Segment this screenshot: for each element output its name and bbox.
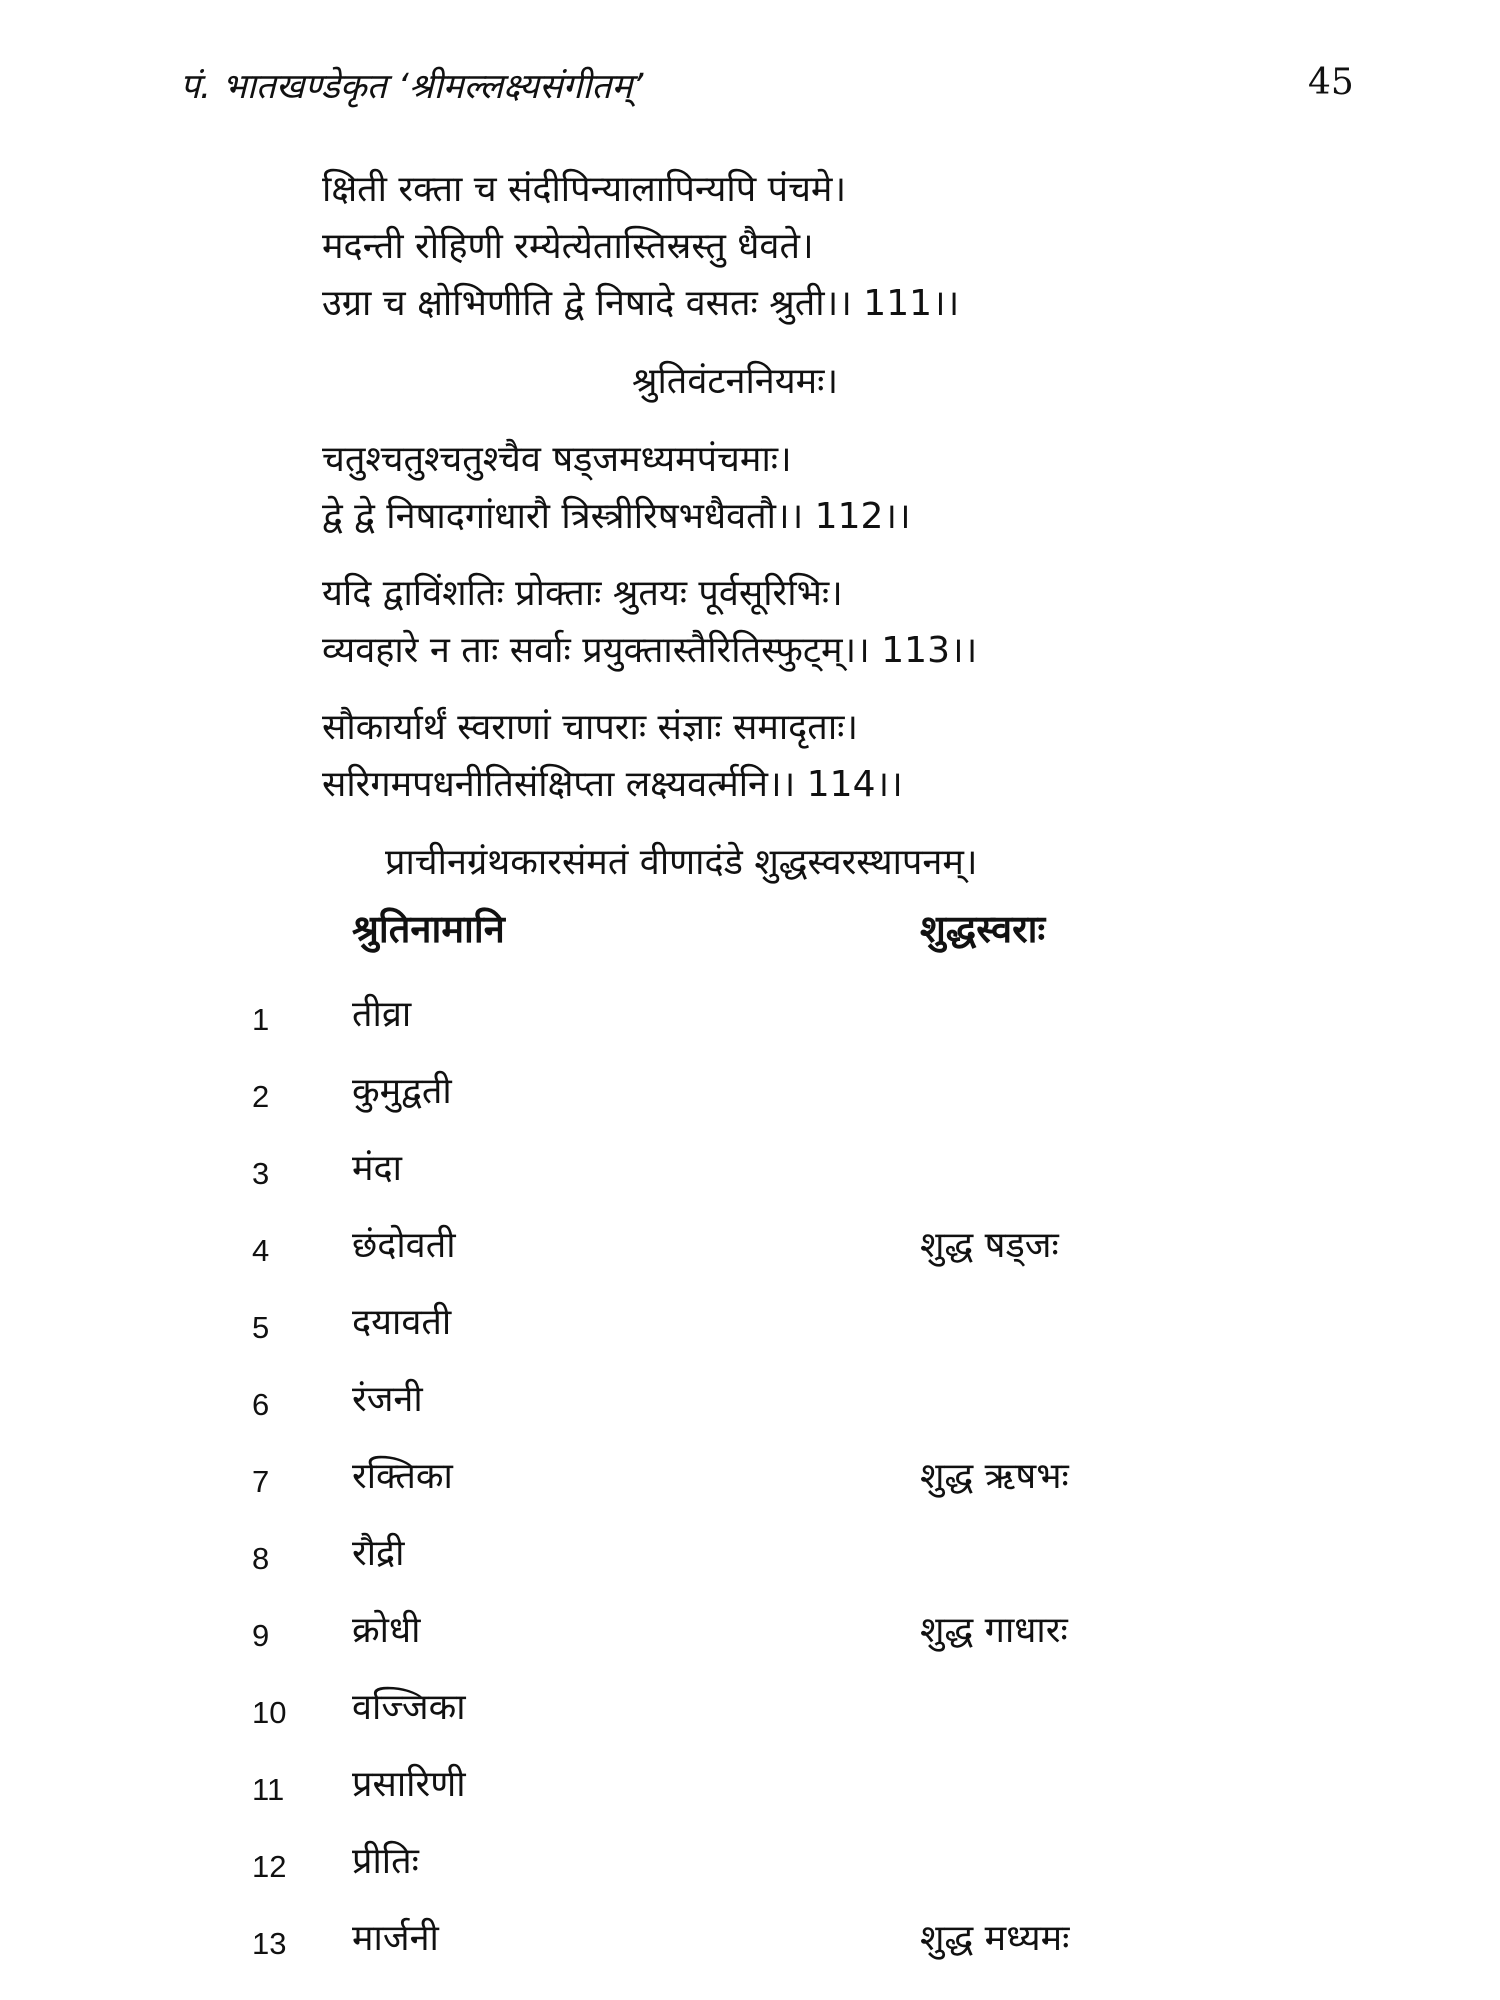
verse-line: सरिगमपधनीतिसंक्षिप्ता लक्ष्यवर्त्मनि।। 114।। (322, 764, 903, 805)
shruti-name: रंजनी (352, 1379, 423, 1420)
section-heading-shruti-rule: श्रुतिवंटननियमः। (632, 361, 839, 402)
shuddha-swara: शुद्ध मध्यमः (920, 1918, 1070, 1959)
row-number: 2 (252, 1079, 270, 1114)
verse-line: द्वे द्वे निषादगांधारौ त्रिस्त्रीरिषभधैवतौ।। 112।। (322, 496, 911, 537)
header-title: पं. भातखण्डेकृत ‘श्रीमल्लक्ष्यसंगीतम्’ (180, 67, 644, 107)
table-row (0, 1835, 1500, 1895)
table-row (0, 1219, 1500, 1279)
shruti-name: प्रसारिणी (352, 1764, 466, 1805)
table-row (0, 1912, 1500, 1972)
row-number: 8 (252, 1541, 270, 1576)
row-number: 6 (252, 1387, 270, 1422)
shuddha-swara: शुद्ध गाधारः (920, 1610, 1068, 1651)
row-number: 9 (252, 1618, 270, 1653)
row-number: 10 (252, 1695, 287, 1730)
shuddha-swara: शुद्ध षड्जः (920, 1225, 1059, 1266)
shruti-name: कुमुद्वती (352, 1071, 452, 1112)
shruti-name: प्रीतिः (352, 1841, 419, 1882)
shruti-name: दयावती (352, 1302, 452, 1343)
verse-line: चतुश्चतुश्चतुश्चैव षड्जमध्यमपंचमाः। (322, 439, 792, 480)
shruti-name: छंदोवती (352, 1225, 456, 1266)
column-header-shuddha-swaras: शुद्धस्वराः (920, 907, 1046, 951)
row-number: 1 (252, 1002, 270, 1037)
shruti-name: वज्जिका (352, 1687, 466, 1728)
table-row (0, 1373, 1500, 1433)
row-number: 7 (252, 1464, 270, 1499)
row-number: 4 (252, 1233, 270, 1268)
section-heading-swara-placement: प्राचीनग्रंथकारसंमतं वीणादंडे शुद्धस्वरस्थापनम्। (385, 842, 978, 883)
shruti-name: मार्जनी (352, 1918, 439, 1959)
table-row (0, 1142, 1500, 1202)
table-row (0, 1681, 1500, 1741)
shruti-name: रौद्री (352, 1533, 405, 1574)
shruti-name: मंदा (352, 1148, 402, 1189)
table-row (0, 1296, 1500, 1356)
verse-line: उग्रा च क्षोभिणीति द्वे निषादे वसतः श्रुती।। 111।। (322, 283, 960, 324)
shruti-name: तीव्रा (352, 994, 412, 1035)
page-number: 45 (1308, 62, 1354, 103)
row-number: 12 (252, 1849, 287, 1884)
table-row (0, 988, 1500, 1048)
verse-line: व्यवहारे न ताः सर्वाः प्रयुक्तास्तैरितिस्फुट्म्।। 113।। (322, 630, 978, 671)
shuddha-swara: शुद्ध ऋषभः (920, 1456, 1069, 1497)
row-number: 11 (252, 1772, 285, 1807)
table-row (0, 1527, 1500, 1587)
table-row (0, 1758, 1500, 1818)
row-number: 5 (252, 1310, 270, 1345)
verse-line: मदन्ती रोहिणी रम्येत्येतास्तिस्रस्तु धैवते। (322, 226, 814, 267)
row-number: 13 (252, 1926, 287, 1961)
verse-line: सौकार्यार्थं स्वराणां चापराः संज्ञाः समादृताः। (322, 707, 859, 748)
shruti-name: रक्तिका (352, 1456, 453, 1497)
table-row (0, 1065, 1500, 1125)
row-number: 3 (252, 1156, 270, 1191)
verse-line: क्षिती रक्ता च संदीपिन्यालापिन्यपि पंचमे। (322, 169, 847, 210)
table-row (0, 1450, 1500, 1510)
verse-line: यदि द्वाविंशतिः प्रोक्ताः श्रुतयः पूर्वसूरिभिः। (322, 573, 843, 614)
table-row (0, 1604, 1500, 1664)
shruti-name: क्रोधी (352, 1610, 421, 1651)
column-header-shruti-names: श्रुतिनामानि (352, 907, 505, 951)
